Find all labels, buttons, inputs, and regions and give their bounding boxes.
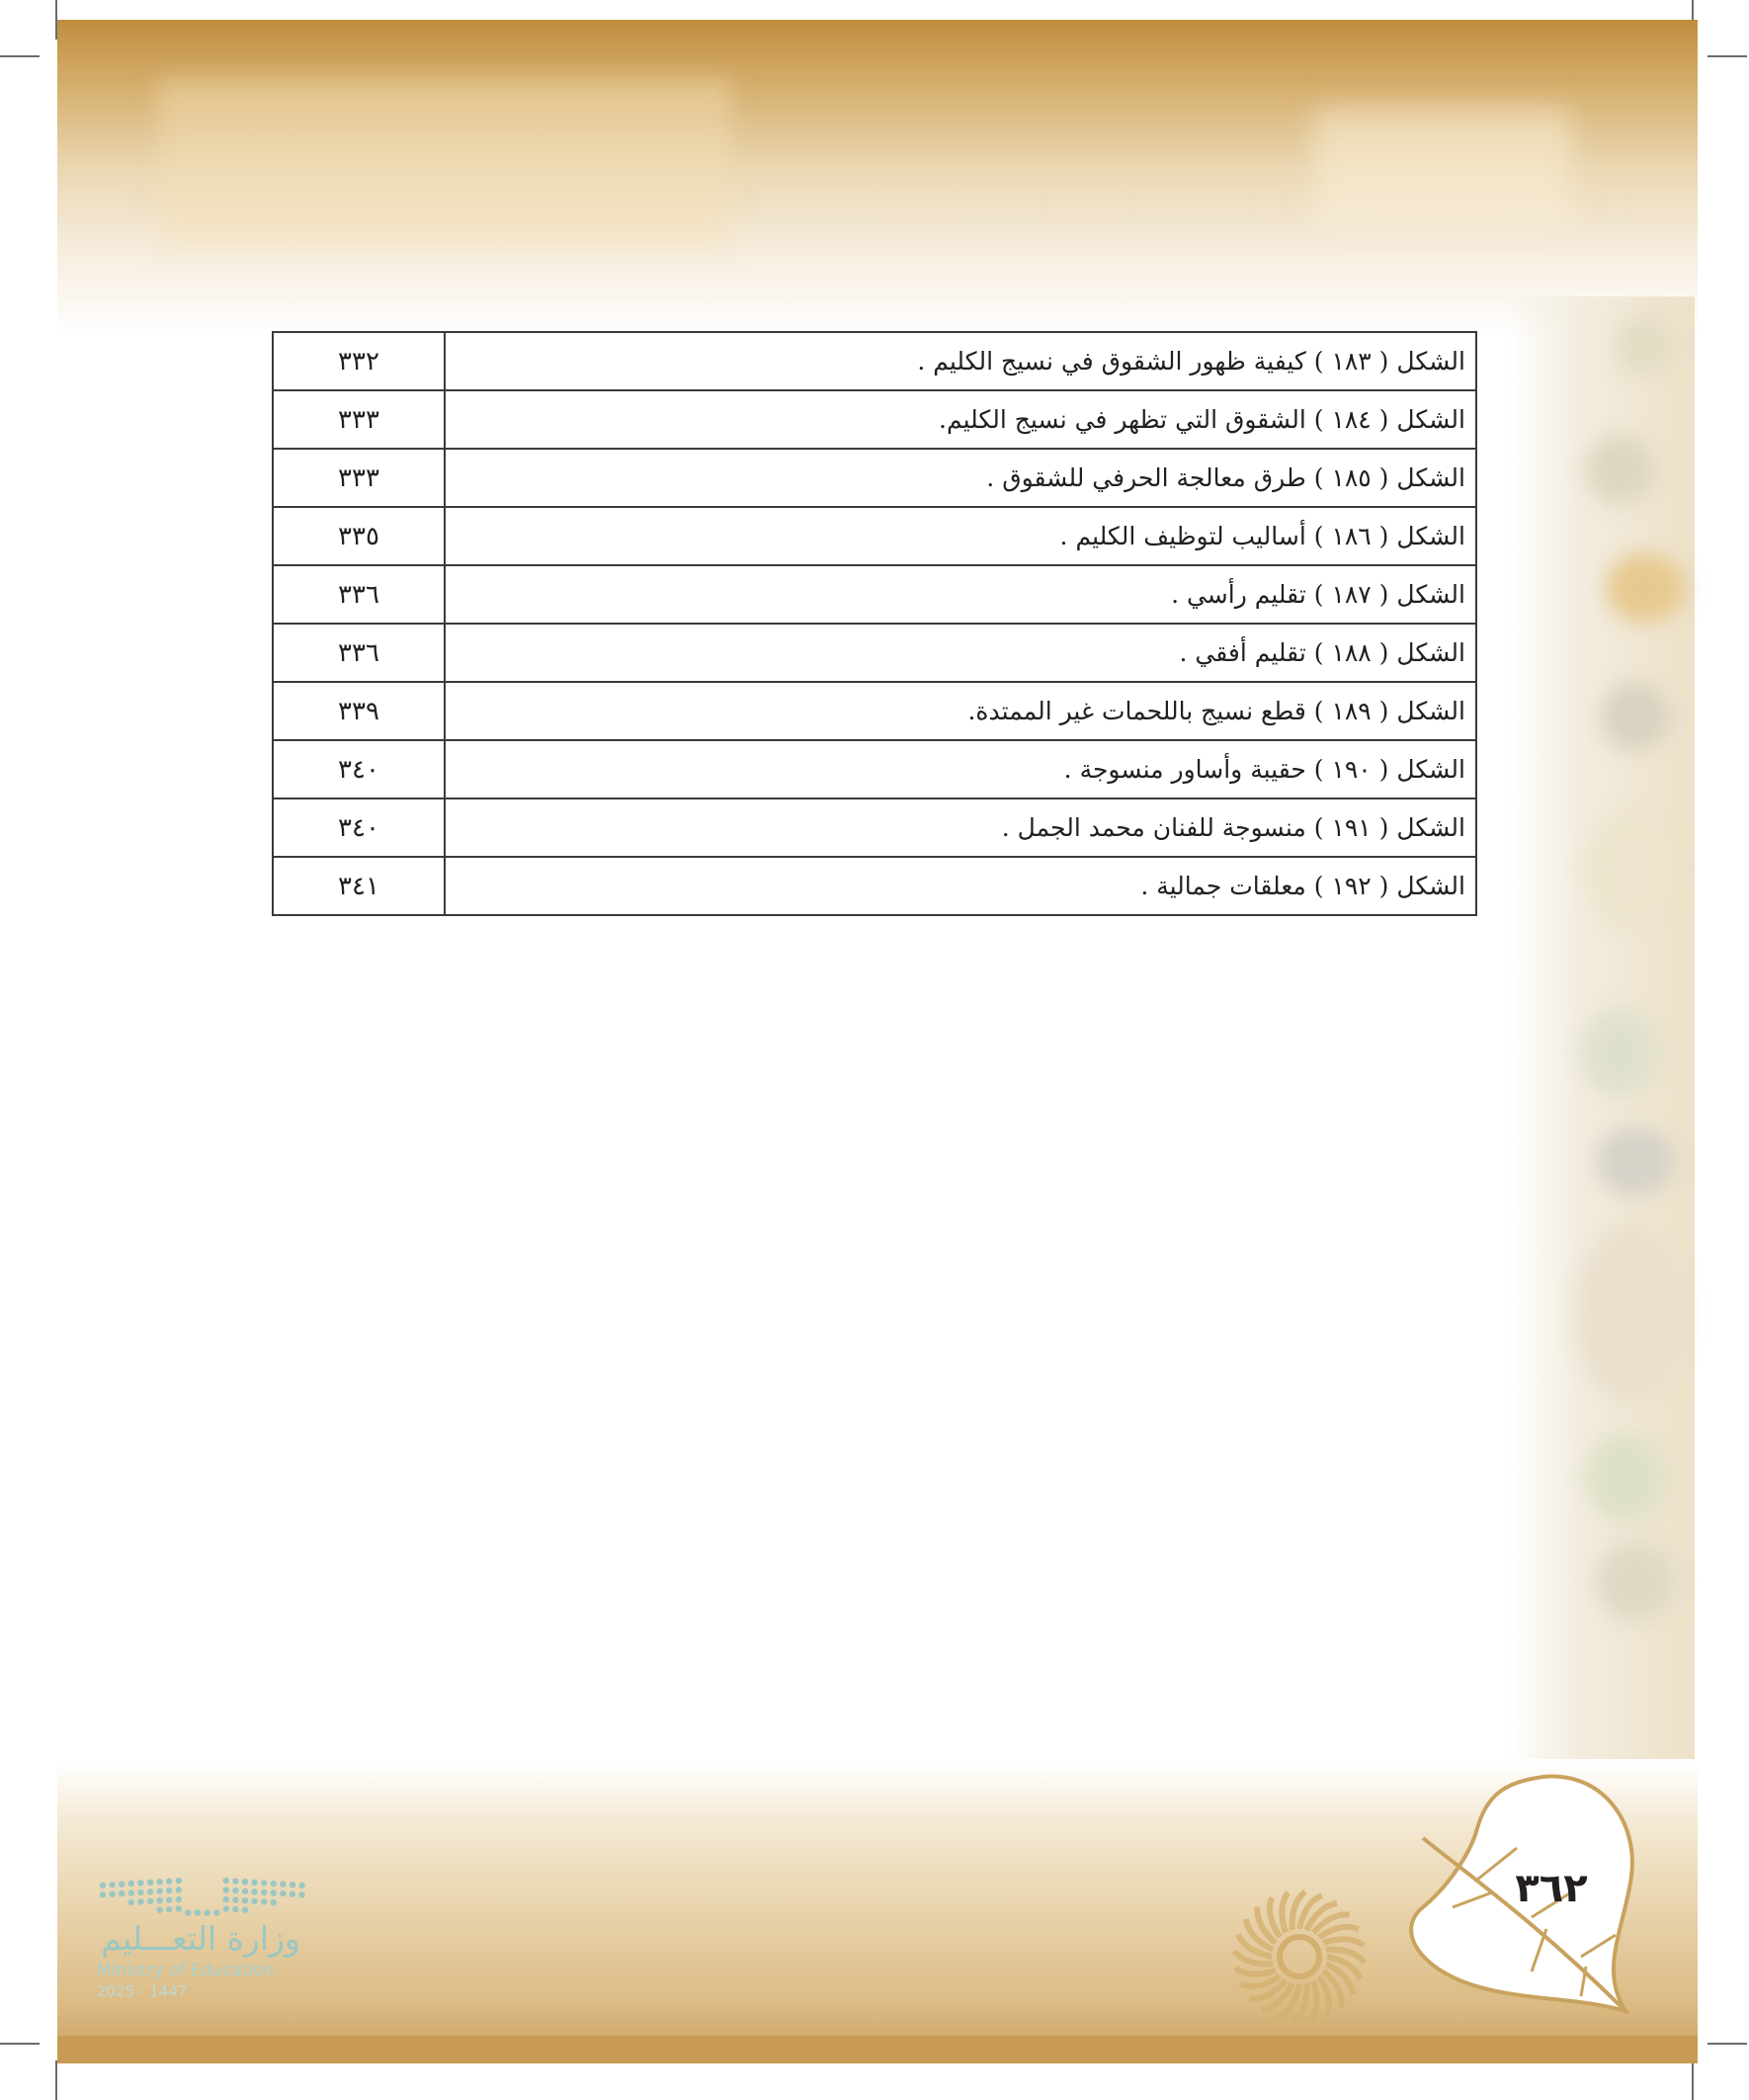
logo-dot bbox=[100, 1891, 106, 1897]
logo-dot bbox=[242, 1897, 248, 1903]
logo-dot bbox=[213, 1909, 219, 1915]
figure-description: الشكل ( ١٩٠ ) حقيبة وأساور منسوجة . bbox=[445, 740, 1476, 798]
figures-index-table bbox=[272, 331, 1477, 916]
logo-dot bbox=[261, 1880, 267, 1886]
logo-dot bbox=[119, 1890, 125, 1896]
ministry-name-english: Ministry of Education bbox=[97, 1961, 275, 1980]
sun-ray bbox=[1240, 1976, 1280, 1986]
logo-dot bbox=[280, 1890, 286, 1896]
figure-description: الشكل ( ١٩٢ ) معلقات جمالية . bbox=[445, 857, 1476, 915]
logo-dot bbox=[156, 1907, 162, 1913]
figure-description: الشكل ( ١٨٨ ) تقليم أفقي . bbox=[445, 624, 1476, 682]
logo-dot bbox=[128, 1890, 134, 1895]
logo-dot bbox=[137, 1880, 143, 1886]
table-row bbox=[273, 565, 1476, 624]
logo-dot bbox=[232, 1896, 238, 1902]
crop-mark bbox=[1707, 55, 1747, 57]
logo-dot bbox=[100, 1883, 106, 1889]
sun-ray bbox=[1323, 1939, 1364, 1945]
side-decor-spot bbox=[1596, 1542, 1675, 1621]
logo-dot bbox=[109, 1882, 115, 1888]
figure-description: الشكل ( ١٨٩ ) قطع نسيج باللحمات غير الممتدة. bbox=[445, 682, 1476, 740]
logo-dot bbox=[251, 1889, 257, 1894]
logo-dot bbox=[232, 1906, 238, 1912]
figure-page-number: ٣٣٦ bbox=[273, 565, 445, 624]
logo-dot bbox=[185, 1909, 191, 1915]
logo-dot bbox=[156, 1879, 162, 1885]
logo-dot bbox=[109, 1891, 115, 1897]
crop-mark bbox=[1707, 2043, 1747, 2045]
side-decor-spot bbox=[1576, 1225, 1685, 1403]
crop-mark bbox=[0, 55, 40, 57]
logo-dot bbox=[271, 1881, 277, 1887]
sun-ray bbox=[1235, 1968, 1276, 1974]
logo-dot bbox=[156, 1897, 162, 1903]
logo-dot bbox=[176, 1887, 182, 1892]
side-decor-spot bbox=[1601, 682, 1670, 751]
crop-mark bbox=[55, 2060, 57, 2100]
sun-ray bbox=[1310, 1980, 1316, 2021]
figure-page-number: ٣٣٢ bbox=[273, 332, 445, 390]
sun-core bbox=[1280, 1937, 1319, 1976]
logo-dot bbox=[242, 1889, 248, 1894]
sun-ray bbox=[1319, 1976, 1329, 2016]
logo-dot bbox=[242, 1879, 248, 1885]
logo-dot bbox=[119, 1881, 125, 1887]
side-decor-spot bbox=[1586, 810, 1675, 929]
logo-dot bbox=[298, 1891, 304, 1897]
logo-dot bbox=[280, 1881, 286, 1887]
sun-ray bbox=[1319, 1927, 1359, 1937]
figure-description: الشكل ( ١٨٤ ) الشقوق التي تظهر في نسيج الكليم. bbox=[445, 390, 1476, 449]
table-row bbox=[273, 332, 1476, 390]
logo-dot bbox=[251, 1880, 257, 1886]
sun-ray bbox=[1270, 1897, 1280, 1937]
logo-dot bbox=[271, 1890, 277, 1895]
figure-page-number: ٣٣٩ bbox=[273, 682, 445, 740]
logo-dot bbox=[290, 1882, 295, 1888]
logo-dot bbox=[223, 1896, 229, 1902]
figure-page-number: ٣٣٣ bbox=[273, 449, 445, 507]
logo-dot bbox=[176, 1896, 182, 1902]
logo-dot bbox=[298, 1883, 304, 1889]
logo-dot bbox=[128, 1881, 134, 1887]
figure-description: الشكل ( ١٨٧ ) تقليم رأسي . bbox=[445, 565, 1476, 624]
table-row bbox=[273, 857, 1476, 915]
logo-dot bbox=[195, 1909, 201, 1915]
logo-dot bbox=[261, 1890, 267, 1895]
table-row bbox=[273, 624, 1476, 682]
figure-page-number: ٣٣٣ bbox=[273, 390, 445, 449]
logo-dot bbox=[166, 1906, 172, 1912]
side-decor-spot bbox=[1586, 435, 1655, 504]
logo-dot bbox=[290, 1891, 295, 1897]
side-decor-spot bbox=[1606, 553, 1685, 623]
figure-page-number: ٣٣٥ bbox=[273, 507, 445, 565]
table-row bbox=[273, 682, 1476, 740]
figure-page-number: ٣٤٠ bbox=[273, 798, 445, 857]
logo-dot bbox=[223, 1887, 229, 1892]
logo-dot bbox=[147, 1898, 153, 1904]
figure-description: الشكل ( ١٩١ ) منسوجة للفنان محمد الجمل . bbox=[445, 798, 1476, 857]
side-decor-spot bbox=[1581, 1008, 1660, 1097]
figure-description: الشكل ( ١٨٥ ) طرق معالجة الحرفي للشقوق . bbox=[445, 449, 1476, 507]
table-row bbox=[273, 390, 1476, 449]
page-number: ٣٦٢ bbox=[1515, 1866, 1588, 1911]
logo-dot bbox=[176, 1878, 182, 1884]
logo-dot bbox=[232, 1878, 238, 1884]
crop-mark bbox=[0, 2043, 40, 2045]
sun-ornament-icon bbox=[1230, 1888, 1369, 2026]
logo-dot bbox=[271, 1899, 277, 1905]
figure-description: الشكل ( ١٨٣ ) كيفية ظهور الشقوق في نسيج الكليم . bbox=[445, 332, 1476, 390]
table-row bbox=[273, 798, 1476, 857]
logo-dot bbox=[242, 1907, 248, 1913]
side-decor-spot bbox=[1586, 1433, 1665, 1522]
logo-dot bbox=[137, 1890, 143, 1895]
logo-dot bbox=[223, 1878, 229, 1884]
logo-dot bbox=[128, 1899, 134, 1905]
figure-description: الشكل ( ١٨٦ ) أساليب لتوظيف الكليم . bbox=[445, 507, 1476, 565]
sun-ray bbox=[1282, 1892, 1288, 1933]
header-blur-shape bbox=[1314, 109, 1571, 227]
logo-dot bbox=[232, 1888, 238, 1893]
logo-dot bbox=[251, 1898, 257, 1904]
side-decor-spot bbox=[1616, 316, 1675, 376]
logo-dot bbox=[261, 1898, 267, 1904]
logo-dot bbox=[147, 1889, 153, 1894]
footer-band bbox=[57, 2036, 1698, 2063]
logo-dot bbox=[156, 1889, 162, 1894]
figure-page-number: ٣٤١ bbox=[273, 857, 445, 915]
ministry-name-arabic: وزارة التعـــليم bbox=[101, 1919, 300, 1958]
header-blur-shape bbox=[158, 79, 731, 247]
side-decor-strip bbox=[1507, 296, 1695, 1759]
logo-dot bbox=[204, 1909, 209, 1915]
logo-dot bbox=[166, 1896, 172, 1902]
table-row bbox=[273, 740, 1476, 798]
logo-dot bbox=[147, 1880, 153, 1886]
figure-page-number: ٣٣٦ bbox=[273, 624, 445, 682]
side-decor-spot bbox=[1596, 1127, 1675, 1196]
logo-dot bbox=[223, 1905, 229, 1911]
table-row bbox=[273, 507, 1476, 565]
crop-mark bbox=[1692, 2060, 1694, 2100]
logo-dot bbox=[137, 1898, 143, 1904]
table-row bbox=[273, 449, 1476, 507]
ministry-year: 2025 - 1447 bbox=[97, 1982, 188, 2000]
logo-dot bbox=[166, 1878, 172, 1884]
figures-index-body bbox=[273, 332, 1476, 915]
logo-dot bbox=[166, 1888, 172, 1893]
figure-page-number: ٣٤٠ bbox=[273, 740, 445, 798]
logo-dot bbox=[176, 1905, 182, 1911]
